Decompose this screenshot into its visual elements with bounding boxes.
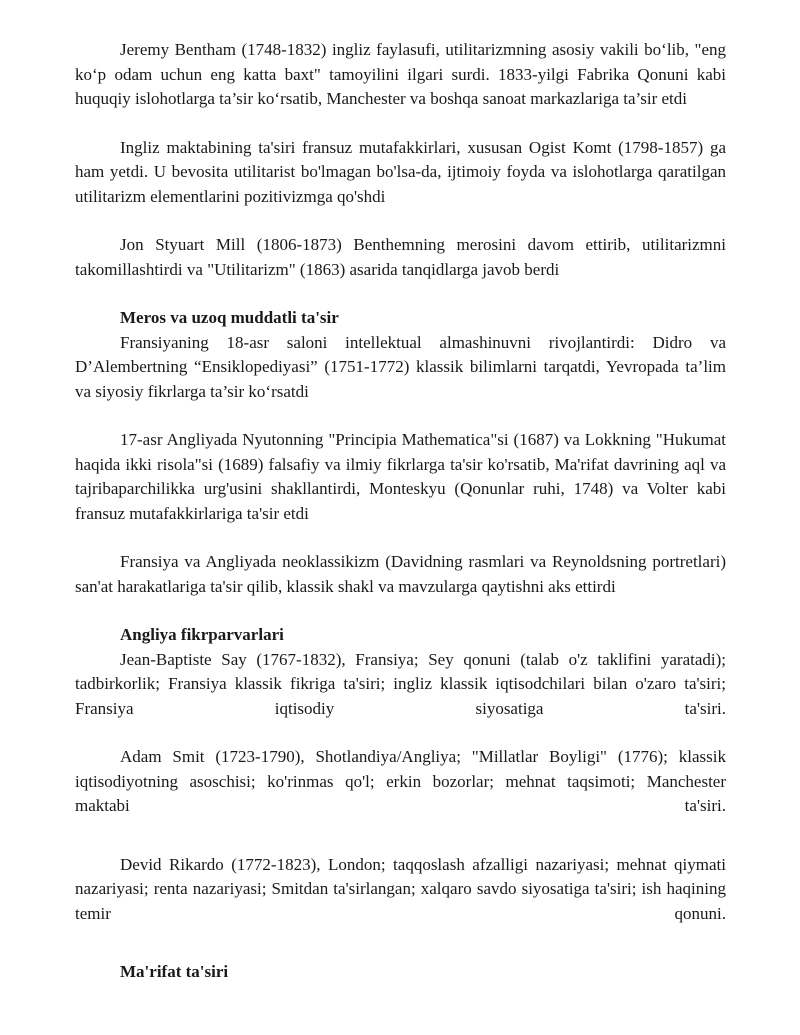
- paragraph-mill: Jon Styuart Mill (1806-1873) Benthemning merosini davom ettirib, utilitarizmni takomillashtirdi va "Utilitarizm" (1863) asarida tanqidlarga javob berdi: [75, 235, 726, 279]
- spacer: [75, 843, 726, 853]
- heading-legacy: Meros va uzoq muddatli ta'sir: [120, 308, 339, 327]
- paragraph-smith: Adam Smit (1723-1790), Shotlandiya/Angliya; "Millatlar Boyligi" (1776); klassik iqtisodiyotning asoschisi; ko'rinmas qo'l; erkin bozorlar; mehnat taqsimoti; Manchester maktabi ta'siri.: [75, 747, 726, 815]
- heading-thinkers: Angliya fikrparvarlari: [120, 625, 284, 644]
- paragraph-neoclassicism: Fransiya va Angliyada neoklassikizm (Davidning rasmlari va Reynoldsning portretlari) san'at harakatlariga ta'sir qilib, klassik shakl va mavzularga qaytishni aks ettirdi: [75, 552, 726, 596]
- paragraph-newton: 17-asr Angliyada Nyutonning "Principia Mathematica"si (1687) va Lokkning "Hukumat haqida ikki risola"si (1689) falsafiy va ilmiy fikrlarga ta'sir ko'rsatib, Ma'rifat davrining aql va tajribaparchilikka urg'usini shakllantirdi, Monteskyu (Qonunlar ruhi, 1748) va Volter kabi fransuz mutafakkirlariga ta'sir etdi: [75, 430, 726, 523]
- paragraph-say: Jean-Baptiste Say (1767-1832), Fransiya; Sey qonuni (talab o'z taklifini yaratadi); tadbirkorlik; Fransiya klassik fikriga ta'siri; ingliz klassik iqtisodchilari bilan o'zaro ta'siri; Fransiya iqtisodiy siyosatiga ta'siri.: [75, 649, 726, 718]
- spacer: [75, 721, 726, 745]
- spacer: [75, 950, 726, 960]
- paragraph-comte: Ingliz maktabining ta'siri fransuz mutafakkirlari, xususan Ogist Komt (1798-1857) ga ham yetdi. U bevosita utilitarist bo'lmagan bo'lsa-da, ijtimoiy foyda va islohotlarga qaratilgan utilitarizm elementlarini pozitivizmga qo'shdi: [75, 137, 726, 206]
- document-page: [75, 38, 726, 985]
- paragraph-ricardo: Devid Rikardo (1772-1823), London; taqqoslash afzalligi nazariyasi; mehnat qiymati nazariyasi; renta nazariyasi; Smitdan ta'sirlangan; xalqaro savdo siyosatiga ta'siri; ish haqining temir qonuni.: [75, 854, 726, 923]
- paragraph-salon: Fransiyaning 18-asr saloni intellektual almashinuvni rivojlantirdi: Didro va D’Alembertning “Ensiklopediyasi” (1751-1772) klassik bilimlarni tarqatdi, Yevropada ta’lim va siyosiy fikrlarga ta’sir ko‘rsatdi: [75, 332, 726, 401]
- heading-enlightenment: Ma'rifat ta'siri: [120, 962, 229, 981]
- paragraph-bentham: Jeremy Bentham (1748-1832) ingliz faylasufi, utilitarizmning asosiy vakili bo‘lib, "eng ko‘p odam uchun eng katta baxt" tamoyilini ilgari surdi. 1833-yilgi Fabrika Qonuni kabi huquqiy islohotlarga ta’sir ko‘rsatib, Manchester va boshqa sanoat markazlariga ta’sir etdi: [75, 40, 726, 108]
